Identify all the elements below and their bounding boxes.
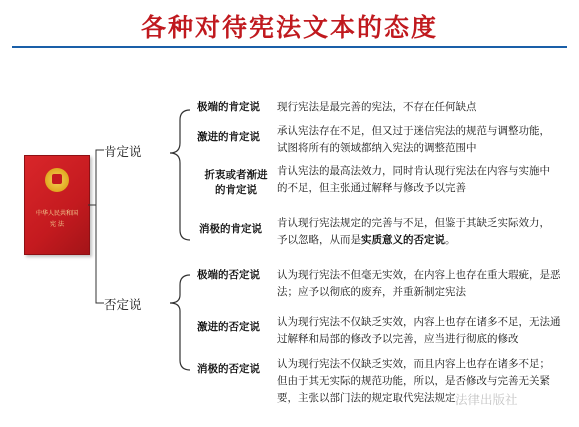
item-name-affirm-extreme: 极端的肯定说 bbox=[197, 101, 260, 113]
item-name-affirm-passive: 消极的肯定说 bbox=[199, 223, 262, 235]
item-name-affirm-radical: 激进的肯定说 bbox=[197, 131, 260, 143]
item-desc-affirm-radical: 承认宪法存在不足，但又过于迷信宪法的规范与调整功能，试图将所有的领域都纳入宪法的调整范围中 bbox=[277, 125, 550, 154]
publisher-watermark: 法律出版社 bbox=[455, 392, 518, 407]
item-name-affirm-compromise bbox=[199, 168, 273, 198]
item-desc-affirm-passive-end: 。 bbox=[445, 234, 456, 246]
item-desc-affirm-passive-text: 肯认现行宪法规定的完善与不足，但鉴于其缺乏实际效力，予以忽略，从而是 bbox=[277, 217, 550, 246]
item-name-negate-passive: 消极的否定说 bbox=[197, 363, 260, 375]
item-name-negate-radical: 激进的否定说 bbox=[197, 321, 260, 333]
item-desc-affirm-extreme: 现行宪法是最完善的宪法，不存在任何缺点 bbox=[277, 101, 477, 113]
page-title: 各种对待宪法文本的态度 bbox=[140, 13, 438, 42]
item-desc-negate-radical: 认为现行宪法不仅缺乏实效，内容上也存在诸多不足，无法通过解释和局部的修改予以完善，应当进行彻底的修改 bbox=[277, 316, 561, 345]
book-title-line1: 中华人民共和国 bbox=[35, 210, 78, 217]
item-desc-affirm-passive-emphasis: 实质意义的否定说 bbox=[361, 234, 445, 246]
book-title-line2: 宪 法 bbox=[50, 221, 64, 228]
item-name-affirm-compromise-line2: 的肯定说 bbox=[215, 184, 257, 196]
item-name-affirm-compromise-line1: 折衷或者渐进 bbox=[204, 169, 268, 181]
item-desc-negate-passive: 认为现行宪法不仅缺乏实效，而且内容上也存在诸多不足；但由于其无实际的规范功能，所以，是否修改与完善无关紧要，主张以部门法的规定取代宪法规定 bbox=[277, 358, 550, 404]
item-desc-negate-extreme: 认为现行宪法不但毫无实效，在内容上也存在重大瑕疵，是恶法；应予以彻底的废弃，并重新制定宪法 bbox=[277, 269, 561, 298]
item-desc-affirm-compromise: 肯认宪法的最高法效力，同时肯认现行宪法在内容与实施中的不足，但主张通过解释与修改予以完善 bbox=[277, 165, 550, 194]
item-name-negate-extreme: 极端的否定说 bbox=[197, 269, 260, 281]
branch-label-affirm: 肯定说 bbox=[104, 144, 142, 159]
branch-label-negate: 否定说 bbox=[104, 297, 142, 312]
item-desc-affirm-passive bbox=[277, 215, 559, 249]
